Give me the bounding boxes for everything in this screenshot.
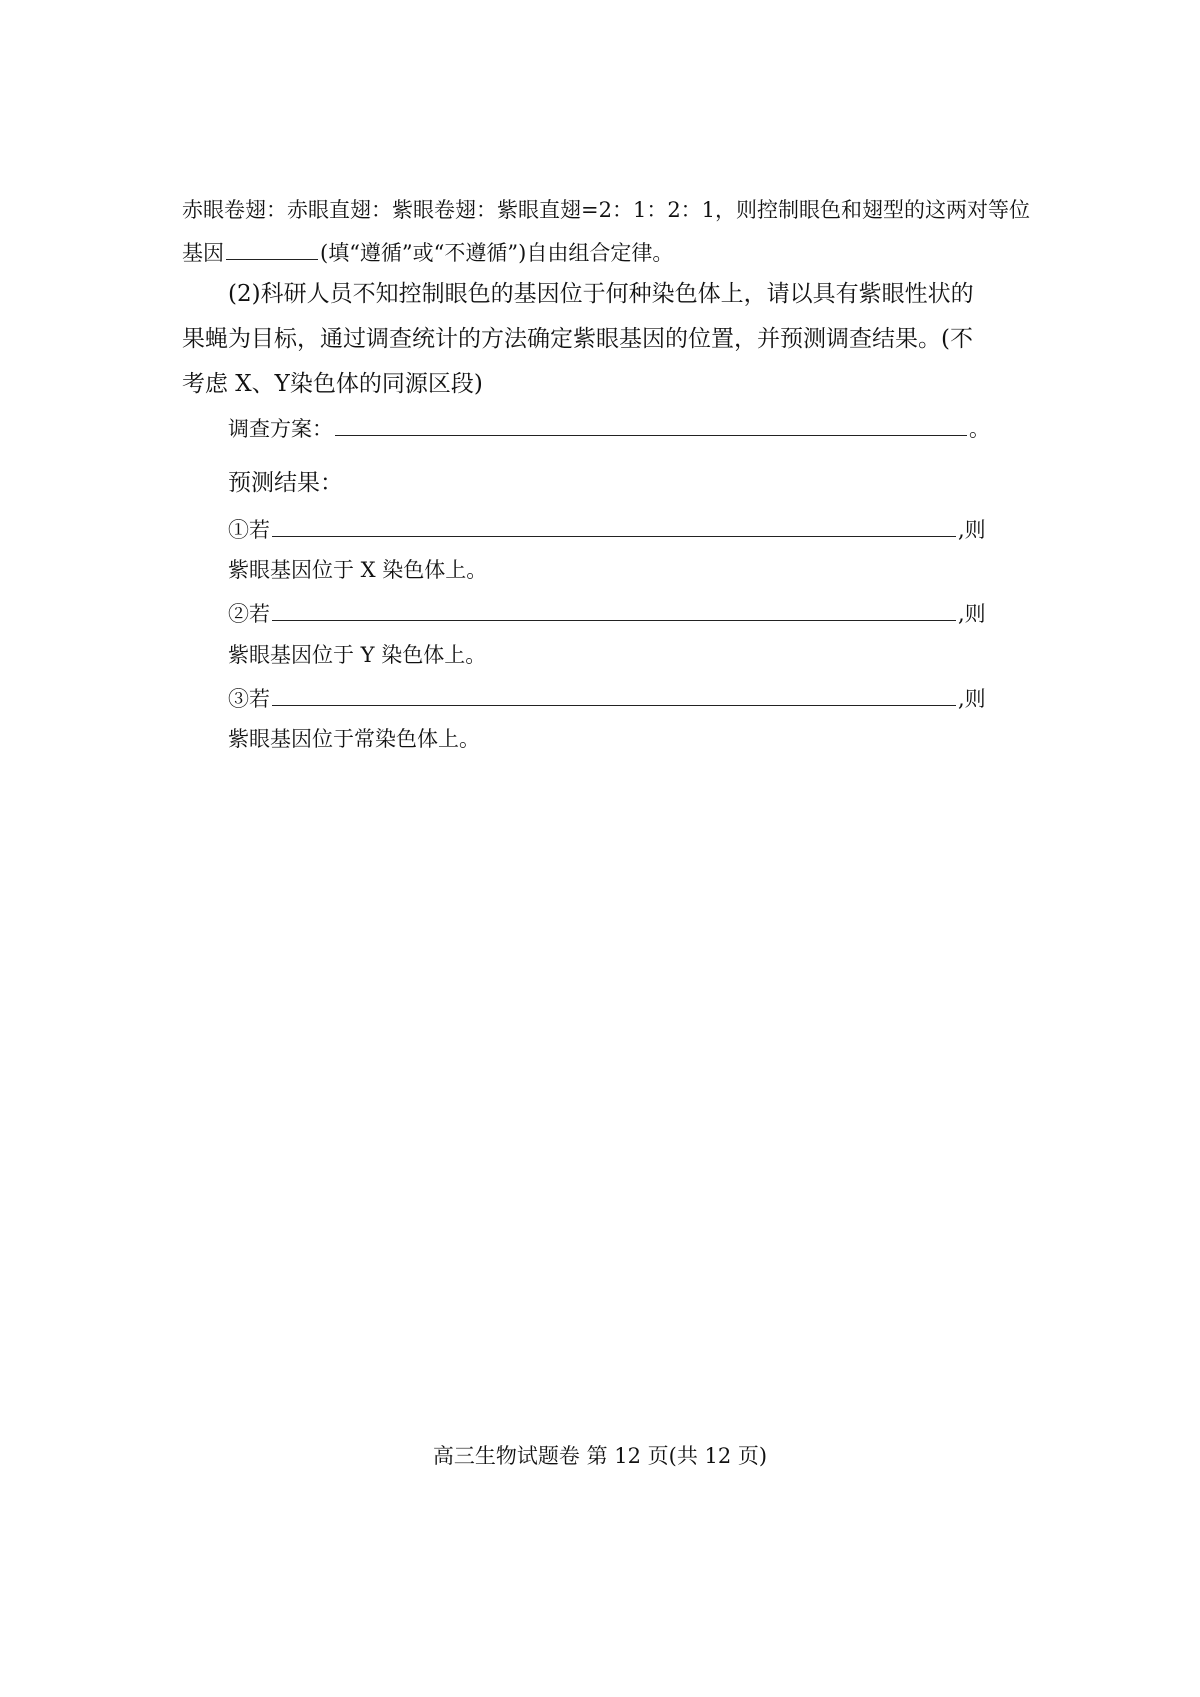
- prediction-label: 预测结果：: [228, 470, 343, 496]
- result-2-suffix: ,则: [958, 602, 986, 626]
- q2-para-line-1: (2)科研人员不知控制眼色的基因位于何种染色体上，请以具有紫眼性状的: [228, 281, 974, 307]
- q1-line2-suffix: (填“遵循”或“不遵循”)自由组合定律。: [320, 241, 674, 265]
- q1-answer-blank[interactable]: [226, 237, 318, 260]
- page-footer: 高三生物试题卷 第 12 页(共 12 页): [432, 1444, 768, 1468]
- plan-label: 调查方案：: [228, 417, 333, 441]
- result-2-conclusion: 紫眼基因位于 Y 染色体上。: [228, 643, 487, 667]
- q2-para-line-2: 果蝇为目标，通过调查统计的方法确定紫眼基因的位置，并预测调查结果。(不: [182, 326, 973, 352]
- q1-text-line-2: [182, 237, 673, 268]
- q1-text-line-1: 赤眼卷翅：赤眼直翅：紫眼卷翅：紫眼直翅=2：1：2：1，则控制眼色和翅型的这两对等位: [182, 198, 1031, 222]
- result-1-line: [228, 514, 986, 545]
- result-3-suffix: ,则: [958, 687, 986, 711]
- plan-answer-blank[interactable]: [335, 413, 967, 436]
- result-3-conclusion: 紫眼基因位于常染色体上。: [228, 727, 480, 751]
- result-3-prefix: ③若: [228, 687, 270, 711]
- result-1-conclusion: 紫眼基因位于 X 染色体上。: [228, 558, 488, 582]
- result-2-answer-blank[interactable]: [272, 598, 956, 621]
- plan-end: 。: [969, 417, 990, 441]
- result-1-suffix: ,则: [958, 518, 986, 542]
- q1-line2-prefix: 基因: [182, 241, 224, 265]
- result-1-prefix: ①若: [228, 518, 270, 542]
- result-2-prefix: ②若: [228, 602, 270, 626]
- result-3-answer-blank[interactable]: [272, 683, 956, 706]
- result-1-answer-blank[interactable]: [272, 514, 956, 537]
- q2-plan-line: [228, 413, 990, 444]
- result-3-line: [228, 683, 986, 714]
- result-2-line: [228, 598, 986, 629]
- q2-para-line-3: 考虑 X、Y染色体的同源区段): [182, 371, 483, 397]
